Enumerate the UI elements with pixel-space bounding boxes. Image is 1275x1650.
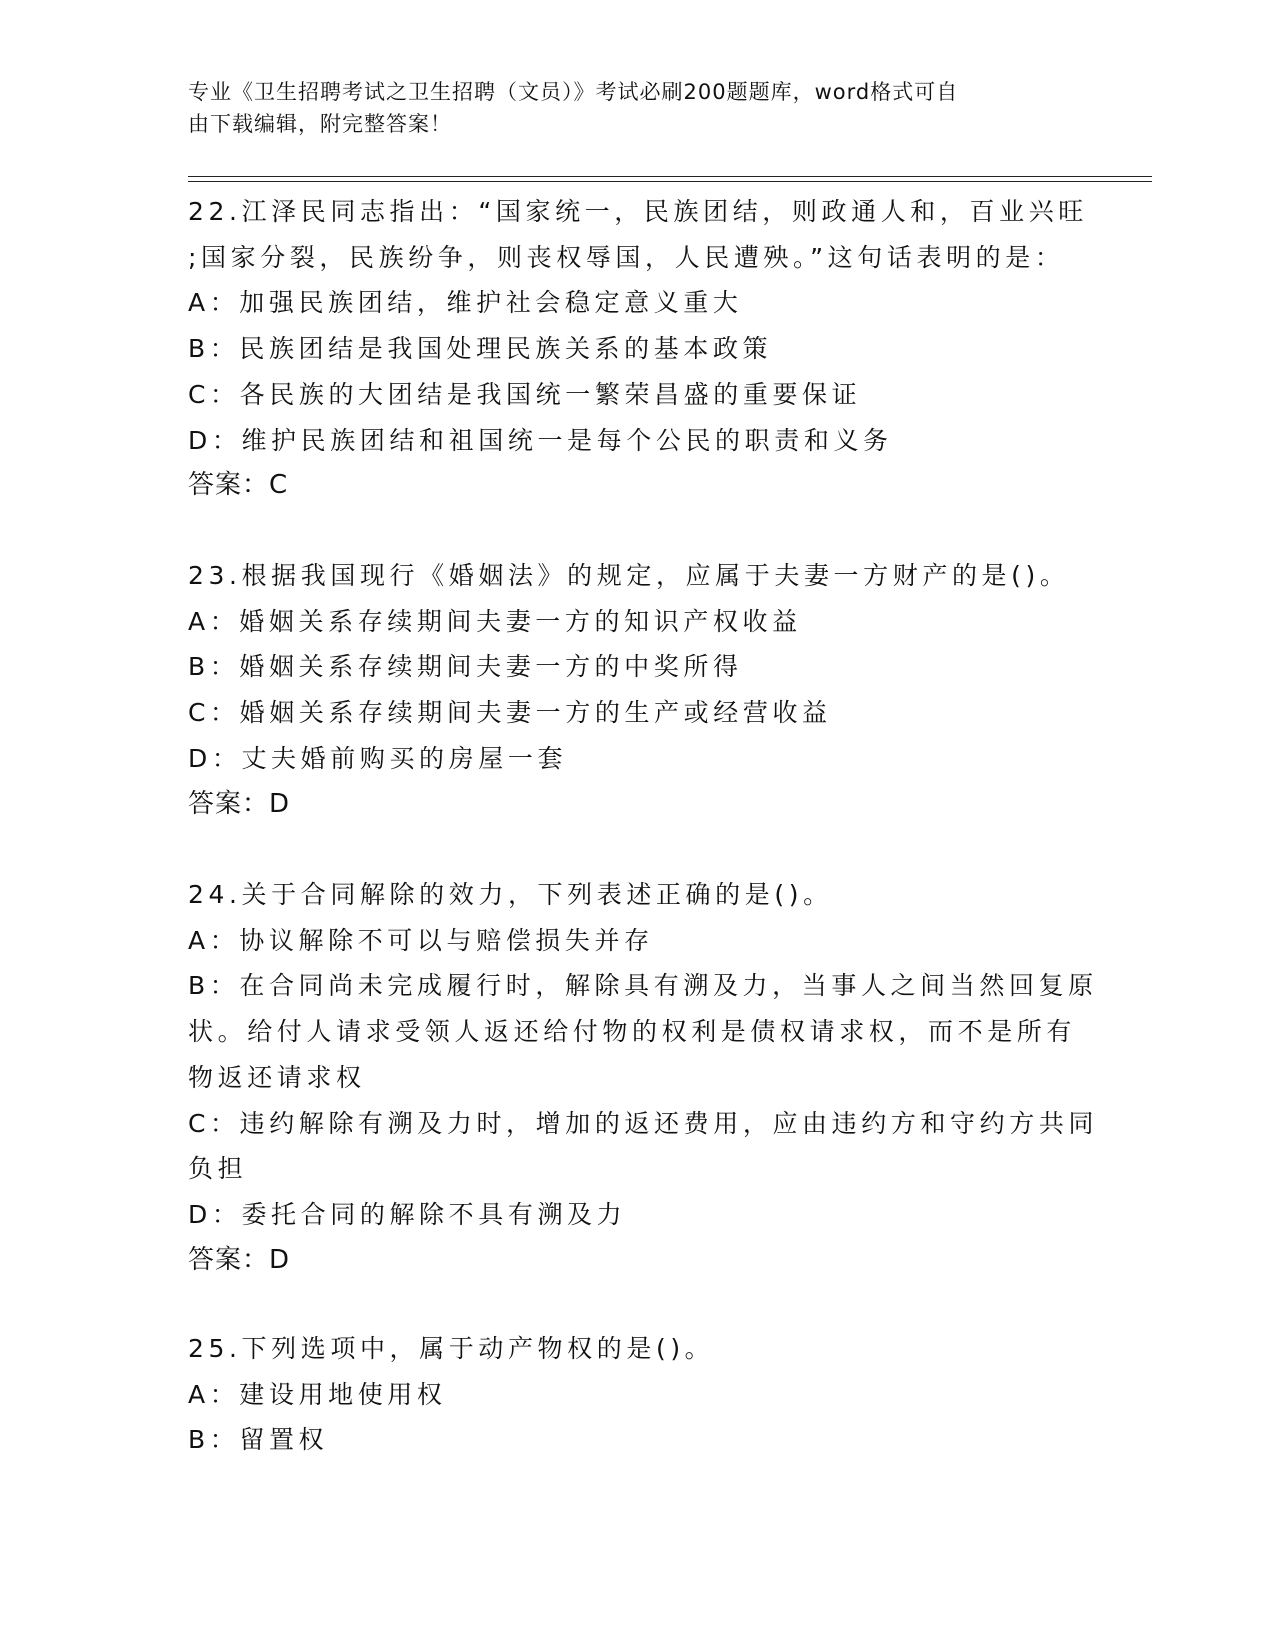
option-b-continued: 状。给付人请求受领人返还给付物的权利是债权请求权，而不是所有 [188,1017,1077,1047]
question-25 [188,1326,1088,1463]
option-a: A：建设用地使用权 [188,1379,447,1409]
option-c: C：违约解除有溯及力时，增加的返还费用，应由违约方和守约方共同 [188,1108,1099,1138]
option-b: B：在合同尚未完成履行时，解除具有溯及力，当事人之间当然回复原 [188,971,1098,1001]
header-line-1: 专业《卫生招聘考试之卫生招聘（文员）》考试必刷200题题库，word格式可自 [188,80,959,104]
option-d: D：维护民族团结和祖国统一是每个公民的职责和义务 [188,425,893,455]
option-a: A：婚姻关系存续期间夫妻一方的知识产权收益 [188,606,802,636]
question-stem-line: 25.下列选项中，属于动产物权的是()。 [188,1334,715,1363]
question-stem-line: 24.关于合同解除的效力，下列表述正确的是()。 [188,880,833,909]
question-stem-line: ;国家分裂，民族纷争，则丧权辱国，人民遭殃。”这句话表明的是： [188,242,1065,272]
option-c-continued: 负担 [188,1154,248,1184]
header-line-2: 由下载编辑，附完整答案！ [188,112,452,136]
document-header [188,76,1068,140]
question-22 [188,189,1088,509]
question-23 [188,553,1088,827]
answer-line: 答案：D [188,1244,291,1275]
option-b-continued: 物返还请求权 [188,1062,366,1092]
header-divider-top [188,176,1152,177]
option-b: B：留置权 [188,1425,329,1455]
option-d: D：丈夫婚前购买的房屋一套 [188,743,568,773]
option-c: C：各民族的大团结是我国统一繁荣昌盛的重要保证 [188,379,862,409]
header-divider-bottom [188,181,1152,182]
question-24 [188,872,1099,1283]
option-d: D：委托合同的解除不具有溯及力 [188,1199,627,1229]
option-b: B：婚姻关系存续期间夫妻一方的中奖所得 [188,652,743,682]
option-c: C：婚姻关系存续期间夫妻一方的生产或经营收益 [188,698,832,728]
answer-line: 答案：D [188,788,291,819]
question-stem-line: 23.根据我国现行《婚姻法》的规定，应属于夫妻一方财产的是()。 [188,561,1070,590]
option-a: A：加强民族团结，维护社会稳定意义重大 [188,288,743,318]
answer-line: 答案：C [188,470,289,501]
option-a: A：协议解除不可以与赔偿损失并存 [188,925,654,955]
question-stem-line: 22.江泽民同志指出：“国家统一，民族团结，则政通人和，百业兴旺 [188,197,1088,226]
option-b: B：民族团结是我国处理民族关系的基本政策 [188,334,773,364]
